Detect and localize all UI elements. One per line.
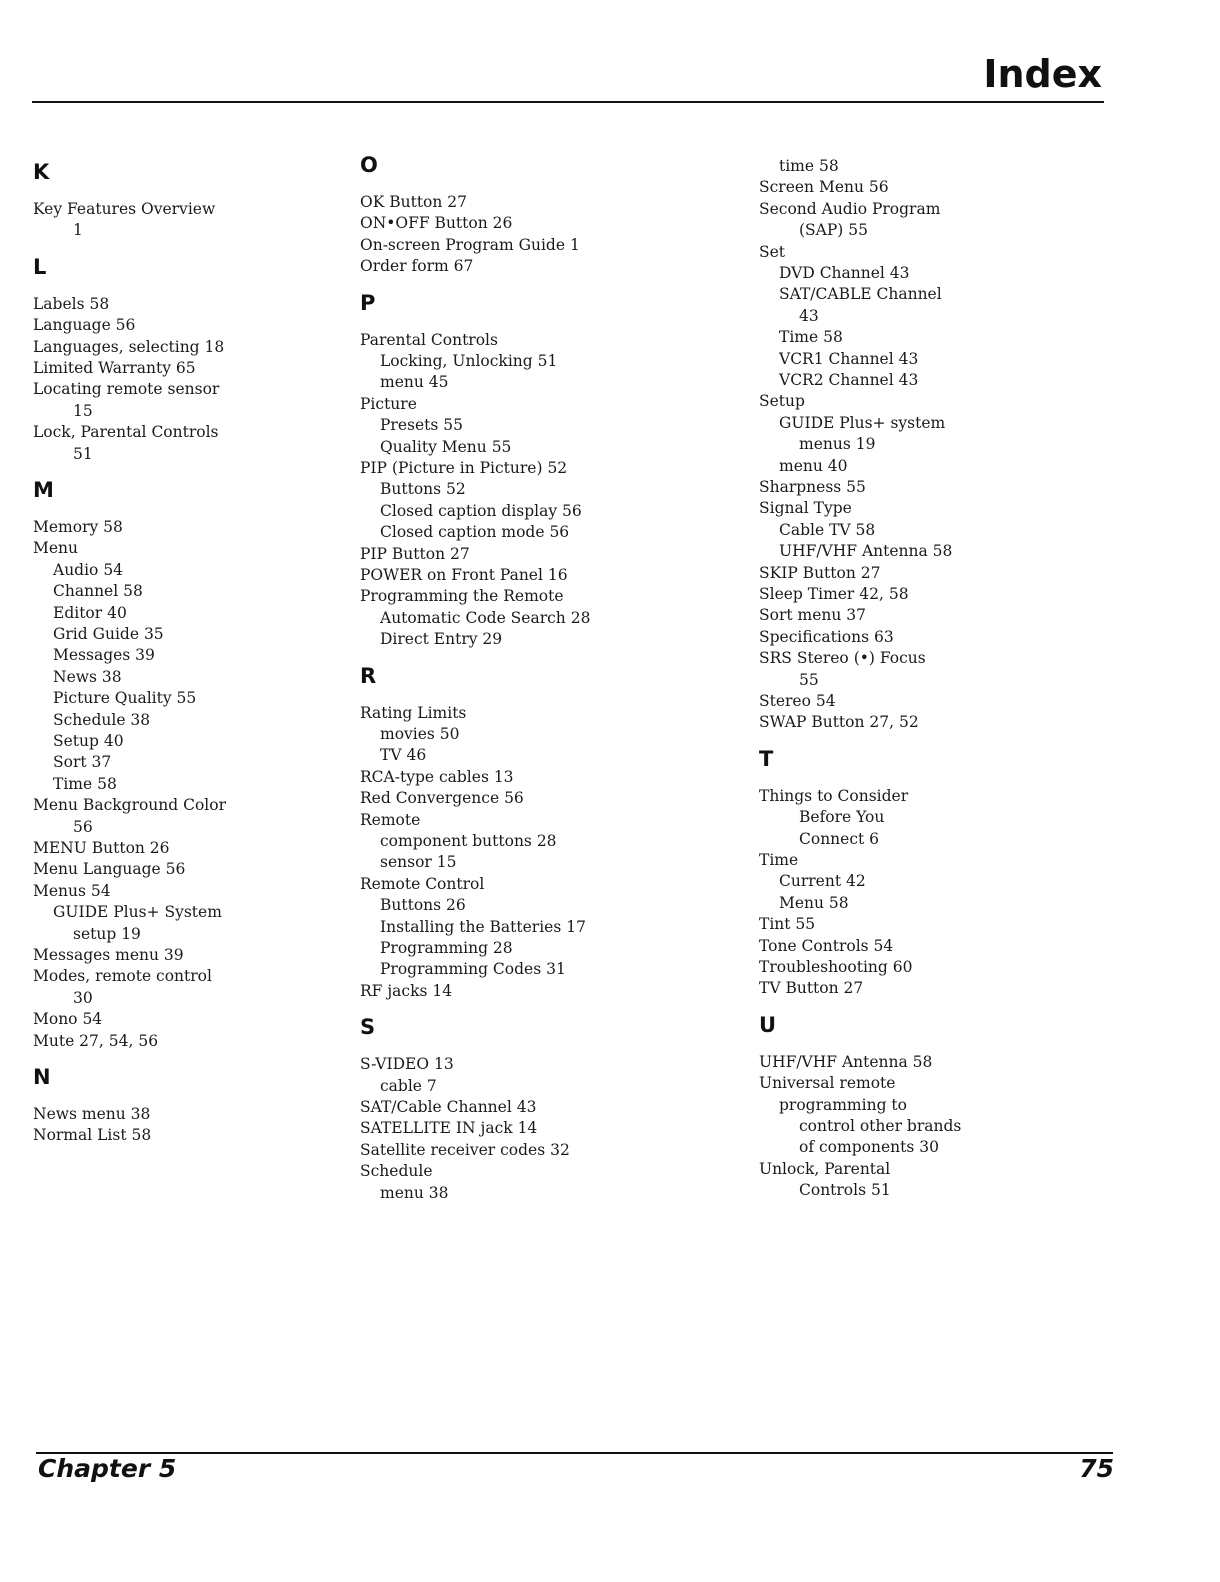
index-entry: Languages, selecting 18 bbox=[33, 337, 225, 356]
index-entry: GUIDE Plus+ System bbox=[53, 903, 222, 922]
index-entry: Cable TV 58 bbox=[779, 520, 876, 539]
index-entry: OK Button 27 bbox=[360, 193, 468, 211]
section-letter-p: P bbox=[360, 290, 376, 315]
index-entry: Screen Menu 56 bbox=[759, 178, 889, 197]
section-letter-n: N bbox=[33, 1065, 51, 1089]
index-entry: PIP (Picture in Picture) 52 bbox=[360, 459, 568, 477]
index-entry: Channel 58 bbox=[53, 582, 143, 601]
index-entry: 51 bbox=[73, 444, 93, 463]
index-entry: Schedule bbox=[360, 1162, 433, 1181]
index-entry: menus 19 bbox=[799, 435, 876, 454]
index-entry: TV Button 27 bbox=[759, 979, 864, 998]
index-entry: Closed caption display 56 bbox=[380, 501, 582, 520]
index-entry: On-screen Program Guide 1 bbox=[360, 235, 580, 254]
index-entry: Buttons 52 bbox=[380, 480, 466, 499]
index-entry: Menu 58 bbox=[779, 893, 849, 912]
index-entry: Locking, Unlocking 51 bbox=[380, 352, 558, 370]
index-entry: Order form 67 bbox=[360, 257, 474, 276]
index-entry: Set bbox=[759, 242, 786, 261]
index-entry: GUIDE Plus+ system bbox=[779, 413, 946, 432]
index-entry: Editor 40 bbox=[53, 603, 127, 622]
page-title: Index bbox=[983, 52, 1102, 96]
index-entry: Quality Menu 55 bbox=[380, 437, 512, 456]
index-entry: Satellite receiver codes 32 bbox=[360, 1140, 570, 1159]
section-letter-k: K bbox=[33, 160, 50, 184]
index-entry: sensor 15 bbox=[380, 853, 457, 872]
section-letter-r: R bbox=[360, 663, 377, 688]
index-entry: Labels 58 bbox=[33, 294, 110, 313]
index-entry: SATELLITE IN jack 14 bbox=[360, 1119, 538, 1138]
index-entry: Remote bbox=[360, 810, 421, 829]
index-entry: Picture bbox=[360, 394, 417, 413]
section-letter-m: M bbox=[33, 478, 54, 502]
index-entry: ON•OFF Button 26 bbox=[360, 214, 513, 233]
index-entry: PIP Button 27 bbox=[360, 544, 470, 563]
index-entry: programming to bbox=[779, 1095, 907, 1114]
header-rule bbox=[32, 101, 1104, 103]
index-entry: Key Features Overview bbox=[33, 200, 216, 218]
index-entry: Language 56 bbox=[33, 316, 136, 335]
index-entry: SWAP Button 27, 52 bbox=[759, 713, 919, 732]
index-entry: Time bbox=[759, 851, 799, 869]
index-entry: menu 45 bbox=[380, 373, 449, 392]
index-entry: Programming 28 bbox=[380, 939, 513, 957]
index-entry: time 58 bbox=[779, 157, 839, 175]
index-entry: Remote Control bbox=[360, 874, 485, 893]
index-entry: movies 50 bbox=[380, 725, 460, 743]
index-entry: Setup 40 bbox=[53, 732, 124, 750]
index-entry: SRS Stereo (•) Focus bbox=[759, 649, 926, 668]
page-number: 75 bbox=[1079, 1454, 1114, 1483]
index-entry: Connect 6 bbox=[799, 829, 880, 848]
index-entry: Grid Guide 35 bbox=[53, 625, 164, 643]
index-entry: DVD Channel 43 bbox=[779, 264, 910, 282]
index-entry: Schedule 38 bbox=[53, 710, 151, 729]
index-entry: Direct Entry 29 bbox=[380, 630, 503, 649]
section-letter-t: T bbox=[759, 746, 774, 771]
index-entry: Universal remote bbox=[759, 1074, 896, 1093]
index-entry: 1 bbox=[73, 221, 83, 240]
index-entry: Tone Controls 54 bbox=[759, 936, 894, 955]
index-entry: POWER on Front Panel 16 bbox=[360, 566, 568, 584]
index-entry: VCR1 Channel 43 bbox=[779, 349, 919, 368]
index-entry: of components 30 bbox=[799, 1138, 939, 1157]
section-letter-l: L bbox=[33, 254, 47, 279]
index-entry: Mono 54 bbox=[33, 1010, 103, 1029]
index-entry: Sort menu 37 bbox=[759, 606, 867, 625]
index-entry: TV 46 bbox=[380, 746, 427, 765]
index-entry: Menu Background Color bbox=[33, 796, 227, 815]
index-entry: Picture Quality 55 bbox=[53, 689, 197, 708]
chapter-label: Chapter 5 bbox=[38, 1454, 177, 1483]
footer-rule bbox=[36, 1452, 1113, 1454]
index-entry: Menu Language 56 bbox=[33, 860, 186, 879]
index-entry: VCR2 Channel 43 bbox=[779, 371, 919, 389]
index-entry: SKIP Button 27 bbox=[759, 563, 881, 582]
index-entry: Installing the Batteries 17 bbox=[380, 917, 586, 936]
index-entry: component buttons 28 bbox=[380, 832, 557, 850]
index-entry: Sleep Timer 42, 58 bbox=[759, 585, 909, 603]
section-letter-s: S bbox=[360, 1015, 376, 1040]
index-entry: UHF/VHF Antenna 58 bbox=[759, 1052, 933, 1071]
index-entry: UHF/VHF Antenna 58 bbox=[779, 542, 953, 561]
index-entry: Current 42 bbox=[779, 872, 866, 891]
index-entry: Tint 55 bbox=[759, 915, 816, 934]
index-entry: Closed caption mode 56 bbox=[380, 523, 570, 542]
index-entry: Stereo 54 bbox=[759, 692, 836, 710]
index-entry: 55 bbox=[799, 670, 819, 689]
index-entry: Sharpness 55 bbox=[759, 478, 866, 496]
index-entry: (SAP) 55 bbox=[799, 221, 868, 240]
index-entry: Programming the Remote bbox=[360, 587, 564, 606]
index-entry: 30 bbox=[73, 988, 93, 1007]
index-entry: Mute 27, 54, 56 bbox=[33, 1031, 159, 1050]
index-entry: cable 7 bbox=[380, 1076, 437, 1095]
index-entry: Parental Controls bbox=[360, 330, 498, 349]
index-entry: 56 bbox=[73, 817, 93, 836]
index-entry: Menu bbox=[33, 539, 79, 558]
index-entry: Signal Type bbox=[759, 499, 852, 518]
index-entry: Buttons 26 bbox=[380, 896, 466, 915]
index-entry: Sort 37 bbox=[53, 753, 112, 772]
index-entry: menu 38 bbox=[380, 1183, 449, 1202]
index-entry: Locating remote sensor bbox=[33, 380, 220, 399]
index-entry: Time 58 bbox=[53, 774, 117, 793]
index-entry: Lock, Parental Controls bbox=[33, 423, 219, 442]
index-entry: Red Convergence 56 bbox=[360, 789, 524, 808]
index-entry: Programming Codes 31 bbox=[380, 960, 566, 979]
index-entry: Normal List 58 bbox=[33, 1126, 152, 1145]
section-letter-u: U bbox=[759, 1012, 777, 1037]
section-letter-o: O bbox=[360, 153, 378, 177]
index-entry: SAT/CABLE Channel bbox=[779, 285, 942, 304]
index-entry: Setup bbox=[759, 392, 805, 411]
index-entry: Automatic Code Search 28 bbox=[380, 608, 591, 627]
index-entry: control other brands bbox=[799, 1117, 962, 1135]
index-entry: Time 58 bbox=[779, 328, 843, 347]
index-entry: Limited Warranty 65 bbox=[33, 359, 196, 377]
index-entry: S-VIDEO 13 bbox=[360, 1055, 454, 1074]
index-entry: 43 bbox=[799, 306, 819, 325]
index-entry: Audio 54 bbox=[53, 560, 124, 579]
index-entry: Presets 55 bbox=[380, 416, 463, 435]
index-entry: Controls 51 bbox=[799, 1181, 891, 1200]
index-entry: Menus 54 bbox=[33, 881, 111, 900]
index-entry: Messages menu 39 bbox=[33, 946, 184, 964]
index-entry: Things to Consider bbox=[759, 786, 909, 805]
index-entry: RF jacks 14 bbox=[360, 981, 453, 1000]
index-entry: Before You bbox=[799, 808, 885, 827]
index-entry: Modes, remote control bbox=[33, 967, 212, 986]
index-entry: MENU Button 26 bbox=[33, 839, 170, 857]
index-entry: Specifications 63 bbox=[759, 627, 894, 646]
index-entry: News menu 38 bbox=[33, 1105, 151, 1123]
index-entry: setup 19 bbox=[73, 924, 141, 943]
index-entry: Unlock, Parental bbox=[759, 1159, 891, 1178]
index-entry: Messages 39 bbox=[53, 646, 155, 665]
index-entry: 15 bbox=[73, 401, 93, 420]
index-entry: Second Audio Program bbox=[759, 199, 941, 218]
index-entry: News 38 bbox=[53, 667, 122, 686]
index-entry: Troubleshooting 60 bbox=[759, 958, 913, 976]
index-entry: menu 40 bbox=[779, 456, 848, 475]
index-entry: Rating Limits bbox=[360, 703, 467, 722]
index-entry: SAT/Cable Channel 43 bbox=[360, 1098, 537, 1116]
index-entry: Memory 58 bbox=[33, 518, 123, 536]
index-entry: RCA-type cables 13 bbox=[360, 767, 514, 786]
